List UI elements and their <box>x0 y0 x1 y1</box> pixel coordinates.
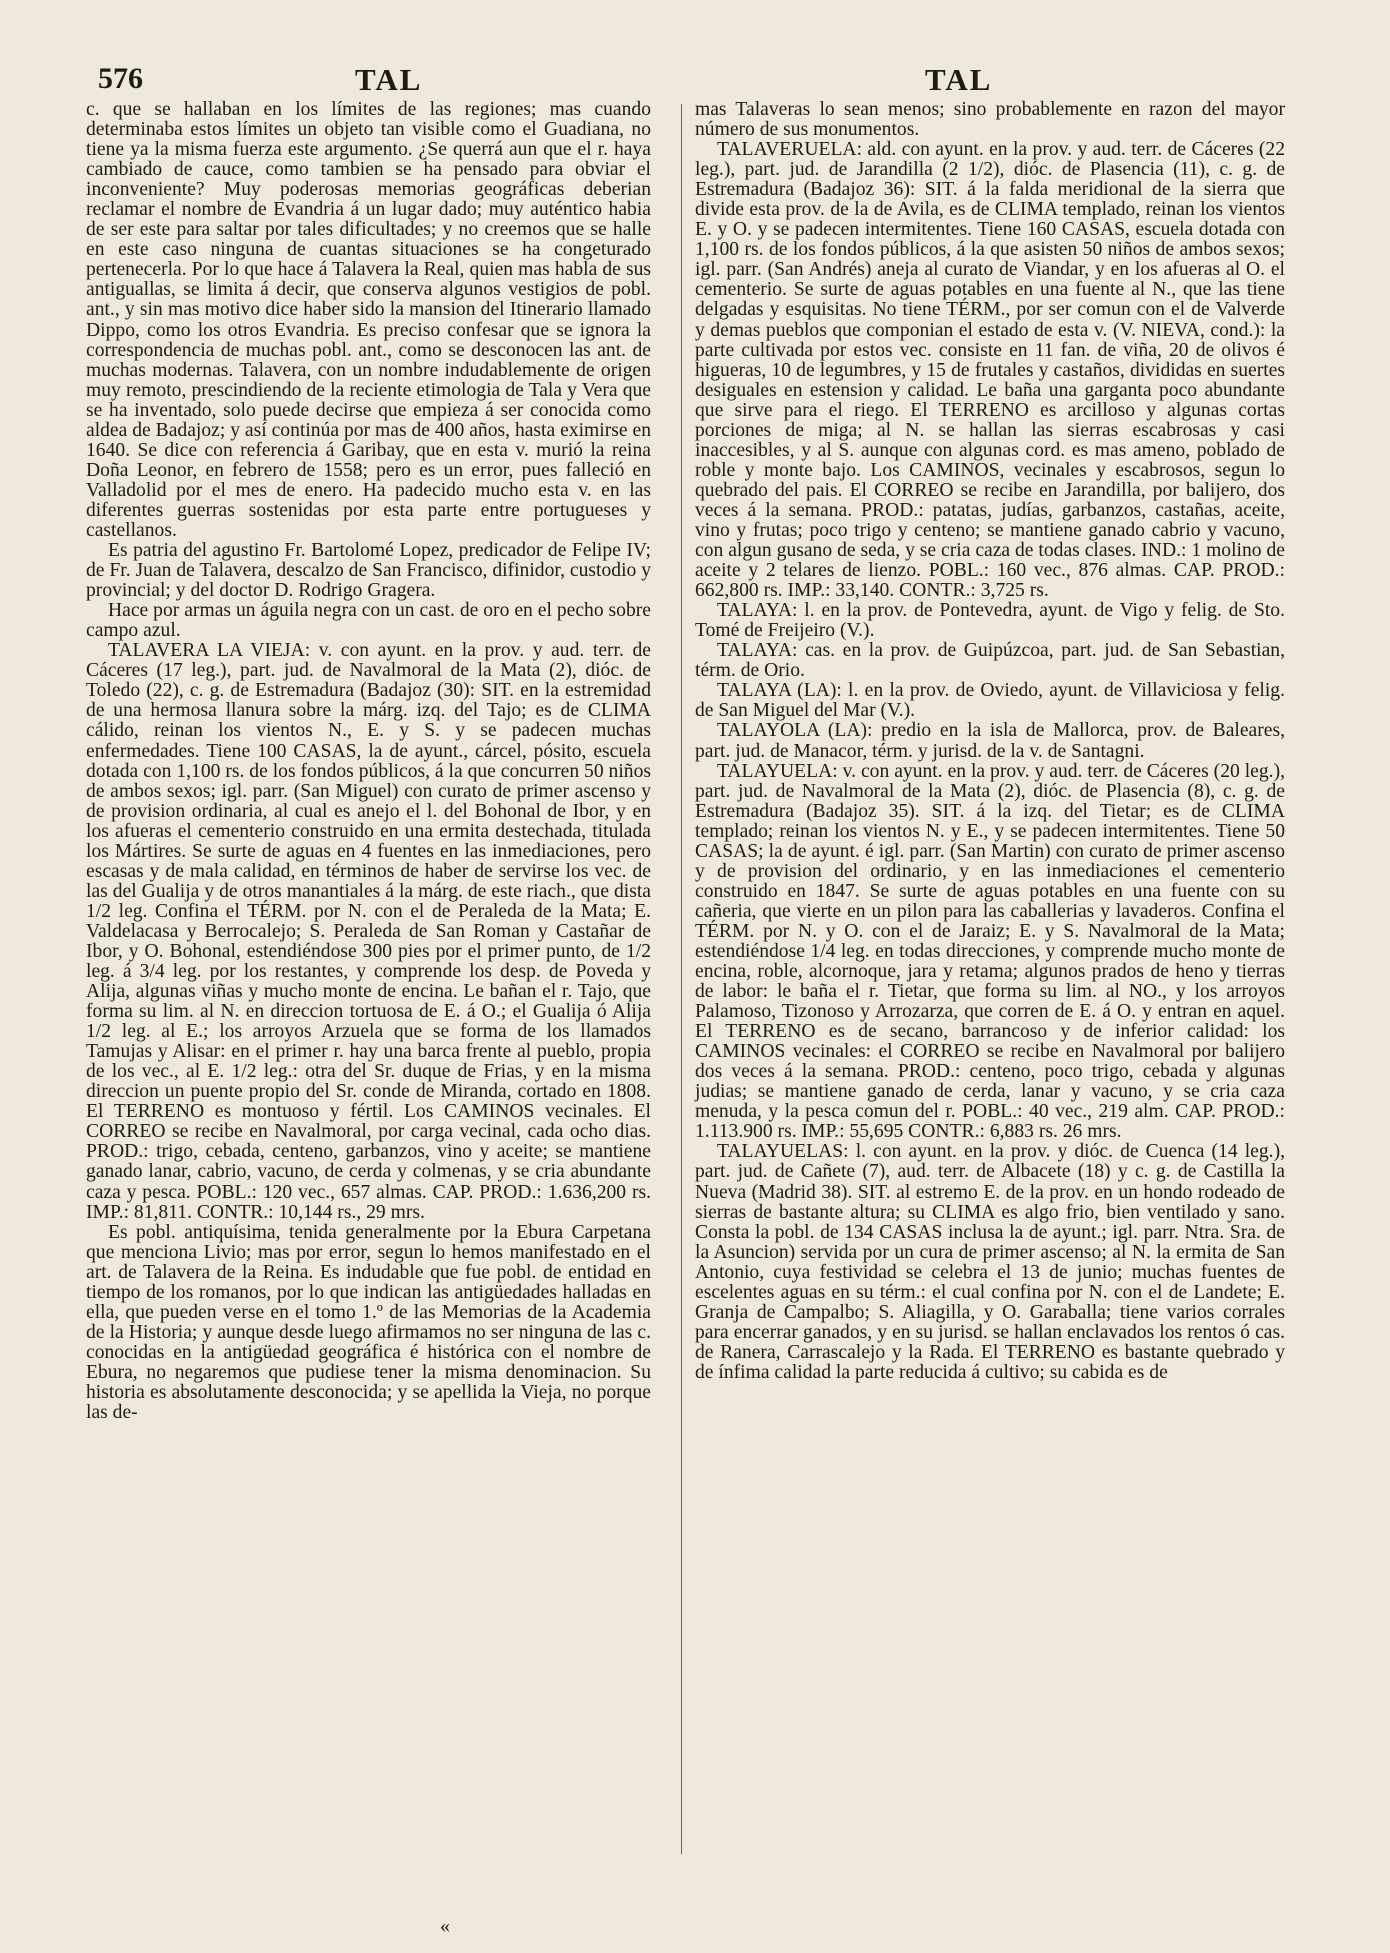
right-running-title: TAL <box>925 62 993 97</box>
footer-mark: « <box>440 1915 450 1937</box>
entry-talaya-la: TALAYA (LA): l. en la prov. de Oviedo, ayunt. de Villaviciosa y felig. de San Miguel del Mar (V.). <box>695 680 1285 722</box>
entry-talayuela: TALAYUELA: v. con ayunt. en la prov. y aud. terr. de Cáceres (20 leg.), part. jud. de Navalmoral de la Mata (2), dióc. de Plasencia (8), c. g. de Estremadura (Badajoz 35). SIT. á la izq. del Tietar; es de CLIMA templado; reinan los vientos N. y E., y se padecen intermitentes. Tiene 50 CASAS; la de ayunt. é igl. parr. (San Martin) con curato de primer ascenso y de provision del ordinario, y en las inmediaciones el cementerio construido en 1847. Se surte de aguas potables en una fuente con su cañeria, que vierte en un pilon para las caballerias y lavaderos. Confina el TÉRM. por N. y O. con el de Jaraiz; E. y S. Navalmoral de la Mata; estendiéndose 1/4 leg. en todas direcciones, y comprende mucho monte de encina, roble, alcornoque, jara y retama; algunos prados de heno y tierras de labor: le baña el r. Tietar, que forma su lim. al NO., y los arroyos Palamoso, Tizonoso y Arrozarza, que corren de E. á O. y entran en aquel. El TERRENO es de secano, barrancoso y de inferior calidad: los CAMINOS vecinales: el CORREO se recibe en Navalmoral por balijero dos veces á la semana. PROD.: centeno, poco trigo, cebada y algunas judias; se mantiene ganado de cerda, lanar y vacuno, y se cria caza menuda, y la pesca comun del r. POBL.: 40 vec., 219 alm. CAP. PROD.: 1.113.900 rs. IMP.: 55,695 CONTR.: 6,883 rs. 26 mrs. <box>695 760 1285 1143</box>
entry-talaya-pontevedra: TALAYA: l. en la prov. de Pontevedra, ayunt. de Vigo y felig. de Sto. Tomé de Freijeiro (V.). <box>695 600 1285 642</box>
entry-talaveruela: TALAVERUELA: ald. con ayunt. en la prov. y aud. terr. de Cáceres (22 leg.), part. jud. de Jarandilla (2 1/2), dióc. de Plasencia (11), c. g. de Estremadura (Badajoz 36): SIT. á la falda meridional de la sierra que divide esta prov. de la de Avila, es de CLIMA templado, reinan los vientos E. y O. y se padecen intermitentes. Tiene 160 CASAS, escuela dotada con 1,100 rs. de los fondos públicos, á la que asisten 50 niños de ambos sexos; igl. parr. (San Andrés) aneja al curato de Viandar, y en los afueras al O. el cementerio. Se surte de aguas potables en una fuente al N., que las tiene delgadas y esquisitas. No tiene TÉRM., por ser comun con el de Valverde y demas pueblos que componian el estado de esta v. (V. NIEVA, cond.): la parte cultivada por estos vec. consiste en 11 fan. de viña, 20 de olivos é higueras, 10 de legumbres, y 15 de frutales y castaños, divididas en suertes desiguales en estension y calidad. Le baña una garganta poco abundante que sirve para el riego. El TERRENO es arcilloso y algunas cortas porciones de miga; al N. se hallan las sierras escabrosas y casi inaccesibles, y al S. aunque con algunas cord. es mas ameno, poblado de roble y monte bajo. Los CAMINOS, vecinales y escabrosos, segun lo quebrado del pais. El CORREO se recibe en Jarandilla, por balijero, dos veces á la semana. PROD.: patatas, judías, garbanzos, castañas, aceite, vino y frutas; poco trigo y centeno; se mantiene ganado cabrio y vacuno, con algun gusano de seda, y se cria caza de todas clases. IND.: 1 molino de aceite y 2 telares de lienzo. POBL.: 160 vec., 876 almas. CAP. PROD.: 662,800 rs. IMP.: 33,140. CONTR.: 3,725 rs. <box>695 139 1285 602</box>
column-divider <box>681 104 682 1854</box>
entry-talayuelas: TALAYUELAS: l. con ayunt. en la prov. y dióc. de Cuenca (14 leg.), part. jud. de Cañete (7), aud. terr. de Albacete (18) y c. g. de Castilla la Nueva (Madrid 38). SIT. al estremo E. de la prov. en un hondo rodeado de sierras de bastante altura; su CLIMA es algo frio, bien ventilado y sano. Consta la pobl. de 134 CASAS inclusa la de ayunt.; igl. parr. Ntra. Sra. de la Asuncion) servida por un cura de primer ascenso; al N. la ermita de San Antonio, cuya festividad se celebra el 13 de junio; muchas fuentes de escelentes aguas en su térm.: el cual confina por N. con el de Landete; E. Granja de Campalbo; S. Aliagilla, y O. Garaballa; tiene varios corrales para encerrar ganados, y en su jurisd. se hallan enclavados los rentos ó cas. de Ranera, Carrascalejo y la Rada. El TERRENO es bastante quebrado y de ínfima calidad la parte reducida á cultivo; su cabida es de <box>695 1141 1285 1383</box>
paragraph: Es patria del agustino Fr. Bartolomé Lopez, predicador de Felipe IV; de Fr. Juan de Talavera, descalzo de San Francisco, difinidor, custodio y provincial; y del doctor D. Rodrigo Gragera. <box>86 540 652 602</box>
paragraph: Hace por armas un águila negra con un cast. de oro en el pecho sobre campo azul. <box>86 600 651 642</box>
right-column <box>695 100 1285 1383</box>
paragraph: Es pobl. antiquísima, tenida generalmente por la Ebura Carpetana que menciona Livio; mas por error, segun lo hemos manifestado en el art. de Talavera de la Reina. Es indudable que fue pobl. de entidad en tiempo de los romanos, por lo que indican las antigüedades halladas en ella, que pueden verse en el tomo 1.º de las Memorias de la Academia de la Historia; y aunque desde luego afirmamos no ser ninguna de las c. conocidas en la antigüedad geográfica é histórica con el nombre de Ebura, no negaremos que pudiese tener la misma denominacion. Su historia es absolutamente desconocida; y se apellida la Vieja, no porque las de- <box>86 1221 651 1424</box>
left-running-title: TAL <box>355 62 423 97</box>
entry-talaya-guipuzcoa: TALAYA: cas. en la prov. de Guipúzcoa, part. jud. de San Sebastian, térm. de Orio. <box>695 640 1285 682</box>
entry-talayola: TALAYOLA (LA): predio en la isla de Mallorca, prov. de Baleares, part. jud. de Manacor, térm. y jurisd. de la v. de Santagni. <box>695 720 1285 762</box>
entry-talavera-la-vieja: TALAVERA LA VIEJA: v. con ayunt. en la prov. y aud. terr. de Cáceres (17 leg.), part. jud. de Navalmoral de la Mata (2), dióc. de Toledo (22), c. g. de Estremadura (Badajoz (30): SIT. en la estremidad de una hermosa llanura sobre la márg. izq. del Tajo; es de CLIMA cálido, reinan los vientos N., E. y S. y se padecen muchas enfermedades. Tiene 100 CASAS, la de ayunt., cárcel, pósito, escuela dotada con 1,100 rs. de los fondos públicos, á la que concurren 50 niños de ambos sexos; igl. parr. (San Miguel) con curato de primer ascenso y de provision ordinaria, al cual es anejo el l. del Bohonal de Ibor, y en los afueras el cementerio construido en una ermita destechada, titulada los Mártires. Se surte de aguas en 4 fuentes en las inmediaciones, pero escasas y de mala calidad, en términos de haber de servirse los vec. de las del Gualija y de otros manantiales á la márg. de este riach., que dista 1/2 leg. Confina el TÉRM. por N. con el de Peraleda de la Mata; E. Valdelacasa y Berrocalejo; S. Peraleda de San Roman y Castañar de Ibor, y O. Bohonal, estendiéndose 300 pies por el primer punto, de 1/2 leg. á 3/4 leg. por los restantes, y comprende los desp. de Poveda y Alija, algunas viñas y mucho monte de encina. Le bañan el r. Tajo, que forma su lim. al N. en direccion tortuosa de E. á O.; el Gualija ó Alija 1/2 leg. al E.; los arroyos Arzuela que se forma de los llamados Tamujas y Alisar: en el primer r. hay una barca frente al pueblo, propia de los vec., al E. 1/2 leg.: otra del Sr. duque de Frias, y en la misma direccion un puente propio del Sr. conde de Miranda, cortado en 1808. El TERRENO es montuoso y fértil. Los CAMINOS vecinales. El CORREO se recibe en Navalmoral, por carga vecinal, cada ocho dias. PROD.: trigo, cebada, centeno, garbanzos, vino y aceite; se mantiene ganado lanar, cabrio, vacuno, de cerda y colmenas, y se cria abundante caza y pesca. POBL.: 120 vec., 657 almas. CAP. PROD.: 1.636,200 rs. IMP.: 81,811. CONTR.: 10,144 rs., 29 mrs. <box>86 640 651 1223</box>
left-column <box>86 100 651 1423</box>
paragraph: c. que se hallaban en los límites de las regiones; mas cuando determinaba estos límites un objeto tan visible como el Guadiana, no tiene ya la misma fuerza este argumento. ¿Se querrá aun que el r. haya cambiado de cauce, como tambien se ha pensado para obviar el inconveniente? Muy poderosas memorias geográficas deberian reclamar el nombre de Evandria á un lugar dado; muy auténtico habia de ser este para saltar por tales dificultades; y no creemos que se halle en este caso ninguna de cuantas situaciones se ha congeturado pertenecerla. Por lo que hace á Talavera la Real, quien mas habla de sus antiguallas, se limita á decir, que conserva algunos vestigios de pobl. ant., y sin mas motivo dice haber sido la mansion del Itinerario llamado Dippo, como los otros Evandria. Es preciso confesar que se ignora la correspondencia de muchas pobl. ant., como se desconocen las ant. de muchas modernas. Talavera, con un nombre indudablemente de origen muy remoto, prescindiendo de la reciente etimologia de Tala y Vera que se ha inventado, solo puede decirse que empieza á ser conocida como aldea de Badajoz; y así continúa por mas de 400 años, hasta eximirse en 1640. Se dice con referencia á Garibay, que en esta v. murió la reina Doña Leonor, en febrero de 1558; pero es un error, pues falleció en Valladolid por el mes de enero. Ha padecido mucho esta v. en las diferentes guerras sostenidas por esta parte entre portugueses y castellanos. <box>86 99 651 541</box>
paragraph: mas Talaveras lo sean menos; sino probablemente en razon del mayor número de sus monumentos. <box>695 99 1285 141</box>
page-number: 576 <box>98 62 143 95</box>
